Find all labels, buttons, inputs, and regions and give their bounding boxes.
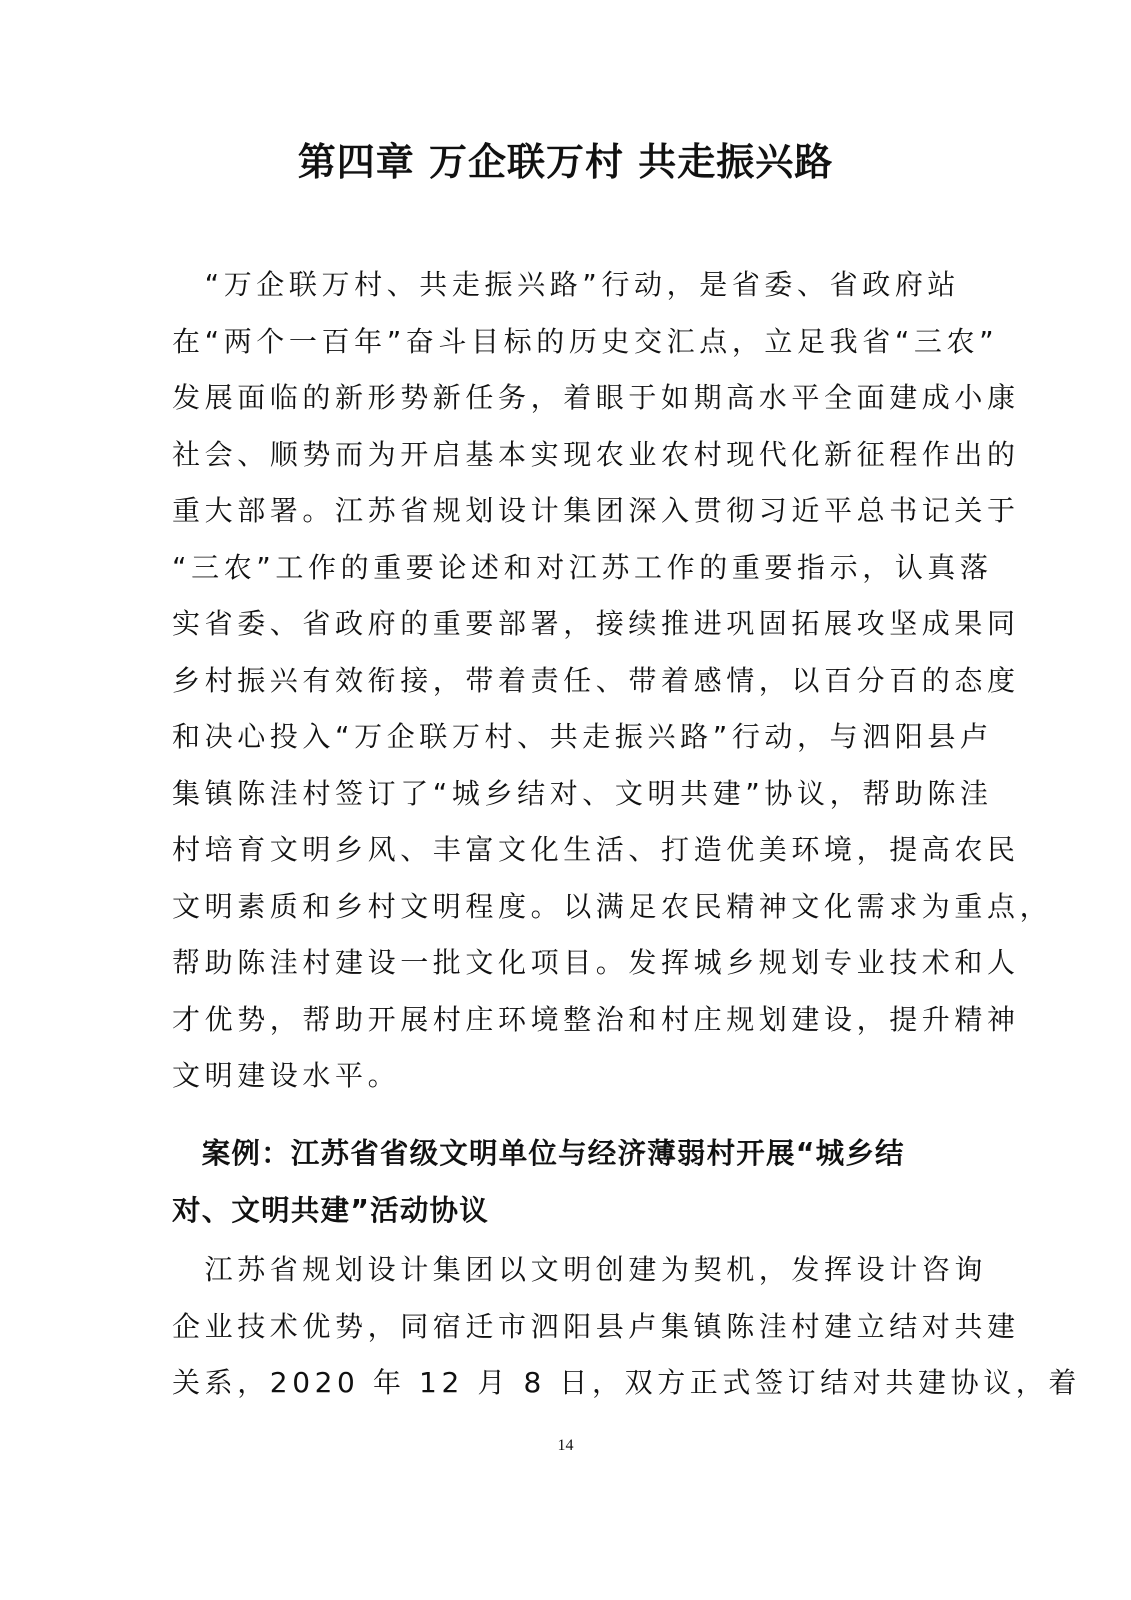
case-paragraph bbox=[172, 1242, 1082, 1412]
chapter-title: 第四章 万企联万村 共走振兴路 bbox=[297, 139, 834, 184]
text-line: 和决心投入“万企联万村、共走振兴路”行动，与泗阳县卢 bbox=[172, 720, 993, 753]
text-line: 发展面临的新形势新任务，着眼于如期高水平全面建成小康 bbox=[172, 381, 1020, 414]
text-line: 实省委、省政府的重要部署，接续推进巩固拓展攻坚成果同 bbox=[172, 607, 1020, 640]
text-line: 乡村振兴有效衔接，带着责任、带着感情，以百分百的态度 bbox=[172, 663, 1020, 697]
text-line: 集镇陈洼村签订了“城乡结对、文明共建”协议，帮助陈洼 bbox=[172, 776, 993, 810]
text-line: 重大部署。江苏省规划设计集团深入贯彻习近平总书记关于 bbox=[172, 494, 1020, 527]
text-line: 在“两个一百年”奋斗目标的历史交汇点，立足我省“三农” bbox=[172, 324, 999, 358]
text-line: 文明素质和乡村文明程度。以满足农民精神文化需求为重点， bbox=[172, 889, 1053, 923]
heading-line: 对、文明共建”活动协议 bbox=[172, 1193, 489, 1227]
text-line: 江苏省规划设计集团以文明创建为契机，发挥设计咨询 bbox=[172, 1253, 988, 1286]
text-line: 企业技术优势，同宿迁市泗阳县卢集镇陈洼村建立结对共建 bbox=[172, 1309, 1020, 1343]
heading-line: 案例：江苏省省级文明单位与经济薄弱村开展“城乡结 bbox=[172, 1137, 905, 1170]
text-line: “三农”工作的重要论述和对江苏工作的重要指示，认真落 bbox=[172, 550, 993, 584]
text-line: 村培育文明乡风、丰富文化生活、打造优美环境，提高农民 bbox=[172, 833, 1020, 866]
text-line: 文明建设水平。 bbox=[172, 1059, 401, 1092]
text-line: 才优势，帮助开展村庄环境整治和村庄规划建设，提升精神 bbox=[172, 1002, 1020, 1036]
text-line: 帮助陈洼村建设一批文化项目。发挥城乡规划专业技术和人 bbox=[172, 946, 1020, 979]
text-line: 关系，2020 年 12 月 8 日，双方正式签订结对共建协议，着 bbox=[172, 1366, 1082, 1399]
intro-paragraph bbox=[172, 257, 1053, 1105]
text-line: 社会、顺势而为开启基本实现农业农村现代化新征程作出的 bbox=[172, 437, 1020, 471]
case-heading bbox=[172, 1126, 952, 1239]
text-line: “万企联万村、共走振兴路”行动，是省委、省政府站 bbox=[172, 268, 961, 301]
page-number: 14 bbox=[557, 1437, 574, 1454]
